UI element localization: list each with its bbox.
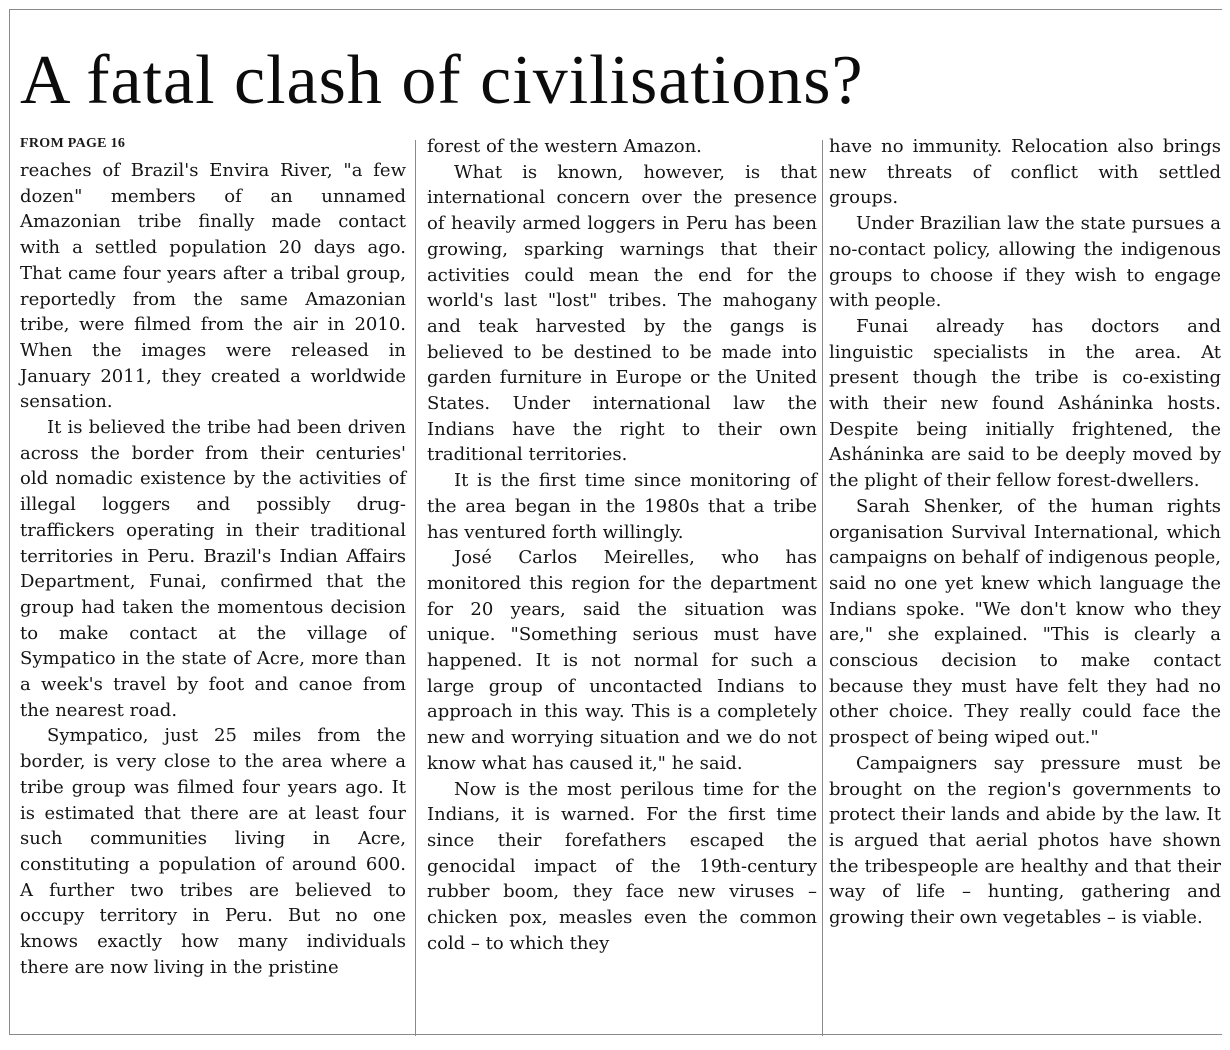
- article-column-1: [20, 134, 406, 981]
- article-column-3: [829, 134, 1221, 931]
- paragraph: What is known, however, is that international concern over the presence of heavily armed loggers in Peru has been growing, sparking warnings that their activities could mean the end for the world's last "lost" tribes. The mahogany and teak harvested by the gangs is believed to be destined to be made into garden furniture in Europe or the United States. Under international law the Indians have the right to their own traditional territories.: [427, 161, 817, 466]
- paragraph: It is the first time since monitoring of the area began in the 1980s that a tribe has ventured forth willingly.: [427, 470, 817, 543]
- paragraph: have no immunity. Relocation also brings new threats of conflict with settled groups.: [829, 136, 1221, 209]
- article-column-2: [427, 134, 817, 957]
- column-divider: [415, 140, 416, 1036]
- paragraph: Under Brazilian law the state pursues a no-contact policy, allowing the indigenous groups to choose if they wish to engage with people.: [829, 213, 1221, 312]
- paragraph: reaches of Brazil's Envira River, "a few dozen" members of an unnamed Amazonian tribe finally made contact with a settled population 20 days ago. That came four years after a tribal group, reportedly from the same Amazonian tribe, were filmed from the air in 2010. When the images were released in January 2011, they created a worldwide sensation.: [20, 160, 406, 413]
- column-divider: [822, 140, 823, 1036]
- paragraph: Sympatico, just 25 miles from the border, is very close to the area where a tribe group was filmed four years ago. It is estimated that there are at least four such communities living in Acre, constituting a population of around 600. A further two tribes are believed to occupy territory in Peru. But no one knows exactly how many individuals there are now living in the pristine: [20, 725, 406, 978]
- paragraph: forest of the western Amazon.: [427, 136, 702, 157]
- continuation-kicker: FROM PAGE 16: [20, 136, 126, 151]
- headline: A fatal clash of civilisations?: [20, 42, 864, 119]
- paragraph: Campaigners say pressure must be brought on the region's governments to protect their lands and abide by the law. It is argued that aerial photos have shown the tribespeople are healthy and that their way of life – hunting, gathering and growing their own vegetables – is viable.: [829, 752, 1221, 929]
- paragraph: José Carlos Meirelles, who has monitored this region for the department for 20 years, said the situation was unique. "Something serious must have happened. It is not normal for such a large group of uncontacted Indians to approach in this way. This is a completely new and worrying situation and we do not know what has caused it," he said.: [427, 547, 817, 774]
- paragraph: Now is the most perilous time for the Indians, it is warned. For the first time since their forefathers escaped the genocidal impact of the 19th-century rubber boom, they face new viruses – chicken pox, measles even the common cold – to which they: [427, 778, 817, 954]
- paragraph: Sarah Shenker, of the human rights organisation Survival International, which campaigns on behalf of indigenous people, said no one yet knew which language the Indians spoke. "We don't know who they are," she explained. "This is clearly a conscious decision to make contact because they must have felt they had no other choice. They really could face the prospect of being wiped out.": [829, 495, 1221, 749]
- paragraph: It is believed the tribe had been driven across the border from their centuries' old nomadic existence by the activities of illegal loggers and possibly drug-traffickers operating in their traditional territories in Peru. Brazil's Indian Affairs Department, Funai, confirmed that the group had taken the momentous decision to make contact at the village of Sympatico in the state of Acre, more than a week's travel by foot and canoe from the nearest road.: [20, 417, 406, 721]
- newspaper-clipping: [9, 9, 1222, 1035]
- paragraph: Funai already has doctors and linguistic specialists in the area. At present though the tribe is co-existing with their new found Asháninka hosts. Despite being initially frightened, the Asháninka are said to be deeply moved by the plight of their fellow forest-dwellers.: [829, 315, 1221, 492]
